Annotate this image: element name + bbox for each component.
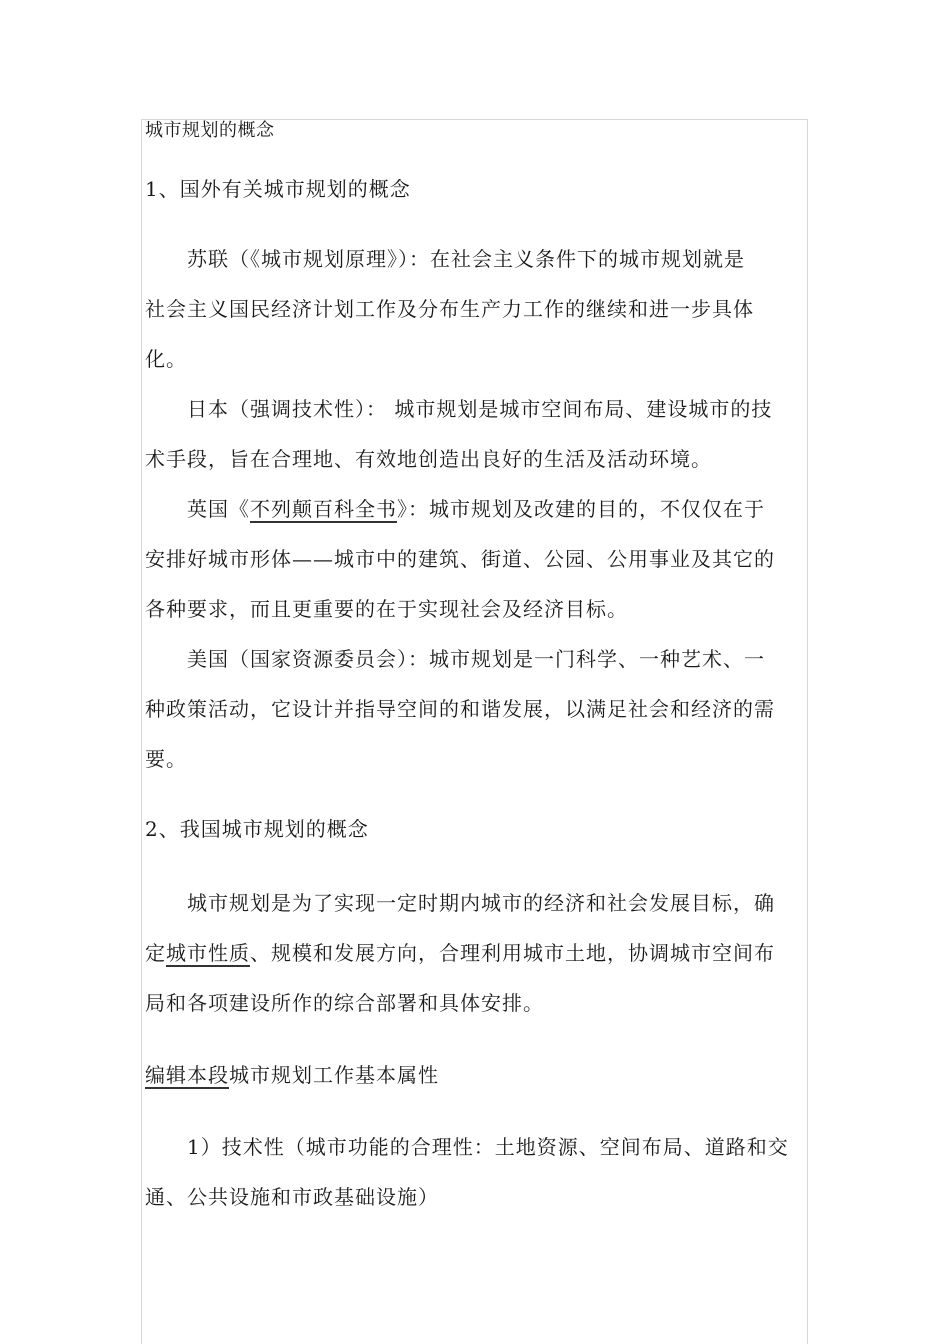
uk-paragraph-line: [187, 496, 765, 522]
usa-paragraph-line: 种政策活动，它设计并指导空间的和谐发展，以满足社会和经济的需: [145, 697, 775, 721]
section-heading-foreign: 1、国外有关城市规划的概念: [145, 177, 411, 201]
japan-paragraph-line: 日本（强调技术性）： 城市规划是城市空间布局、建设城市的技: [187, 397, 773, 421]
britannica-link[interactable]: 不列颠百科全书: [250, 497, 397, 521]
document-title: 城市规划的概念: [145, 120, 275, 141]
uk-prefix-text: 英国《: [187, 497, 250, 521]
china-paragraph-line: 局和各项建设所作的综合部署和具体安排。: [145, 991, 544, 1015]
usa-paragraph-line: 美国（国家资源委员会）：城市规划是一门科学、一种艺术、一: [187, 647, 765, 671]
uk-suffix-text: 》：城市规划及改建的目的，不仅仅在于: [397, 497, 765, 521]
ussr-paragraph-line: 社会主义国民经济计划工作及分布生产力工作的继续和进一步具体: [145, 297, 754, 321]
uk-paragraph-line: 各种要求，而且更重要的在于实现社会及经济目标。: [145, 597, 628, 621]
ussr-paragraph-line: 苏联（《城市规划原理》）：在社会主义条件下的城市规划就是: [187, 247, 745, 271]
china-suffix-text: 、规模和发展方向，合理利用城市土地，协调城市空间布: [250, 941, 775, 965]
usa-paragraph-line: 要。: [145, 747, 187, 771]
uk-paragraph-line: 安排好城市形体——城市中的建筑、街道、公园、公用事业及其它的: [145, 547, 775, 571]
edit-section-link[interactable]: 编辑本段: [145, 1063, 229, 1087]
section-heading-attributes: [145, 1062, 439, 1088]
attributes-heading-text: 城市规划工作基本属性: [229, 1063, 439, 1087]
china-prefix-text: 定: [145, 941, 166, 965]
tech-paragraph-line: 1）技术性（城市功能的合理性：土地资源、空间布局、道路和交: [187, 1135, 789, 1159]
japan-paragraph-line: 术手段，旨在合理地、有效地创造出良好的生活及活动环境。: [145, 447, 712, 471]
china-paragraph-line: 城市规划是为了实现一定时期内城市的经济和社会发展目标，确: [187, 891, 775, 915]
city-nature-link[interactable]: 城市性质: [166, 941, 250, 965]
section-heading-china: 2、我国城市规划的概念: [145, 817, 369, 841]
ussr-paragraph-line: 化。: [145, 347, 187, 371]
tech-paragraph-line: 通、公共设施和市政基础设施）: [145, 1185, 439, 1209]
china-paragraph-line: [145, 940, 775, 966]
